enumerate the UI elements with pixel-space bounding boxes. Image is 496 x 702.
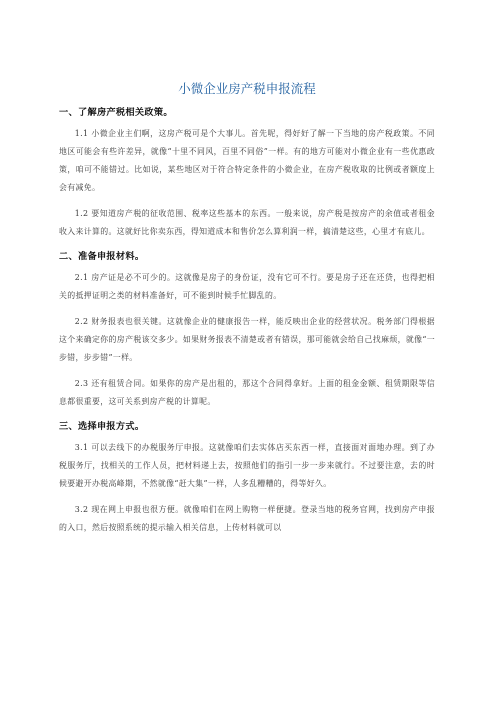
section-heading: 一、了解房产税相关政策。 [59, 107, 173, 118]
section-heading: 三、选择申报方式。 [59, 421, 145, 432]
section-heading: 二、准备申报材料。 [59, 251, 145, 262]
paragraph-1-2: 1.2 要知道房产税的征收范围、税率这些基本的东西。一般来说，房产税是按房产的余值或者租金收入来计算的。这就好比你卖东西，得知道成本和售价怎么算利润一样，搞清楚这些，心里才有底儿。 [59, 209, 435, 236]
paragraph-3-1: 3.1 可以去线下的办税服务厅申报。这就像咱们去实体店买东西一样，直接面对面地办理。到了办税服务厅，找相关的工作人员，把材料递上去，按照他们的指引一步一步来就行。不过要注意，去的时候要避开办税高峰期，不然就像“赶大集”一样，人多乱糟糟的，得等好久。 [59, 443, 435, 488]
section-policy [59, 105, 435, 241]
paragraph-1-1: 1.1 小微企业主们啊，这房产税可是个大事儿。首先呢，得好好了解一下当地的房产税政策。不同地区可能会有些许差异，就像“十里不同风，百里不同俗”一样。有的地方可能对小微企业有一些优惠政策，咱可不能错过。比如说，某些地区对于符合特定条件的小微企业，在房产税收取的比例或者额度上会有减免。 [59, 129, 435, 192]
paragraph-3-2: 3.2 现在网上申报也很方便。就像咱们在网上购物一样便捷。登录当地的税务官网，找到房产申报的入口，然后按照系统的提示输入相关信息，上传材料就可以 [59, 505, 435, 532]
paragraph-2-1: 2.1 房产证是必不可少的。这就像是房子的身份证，没有它可不行。要是房子还在还贷，也得把相关的抵押证明之类的材料准备好，可不能到时候手忙脚乱的。 [59, 273, 435, 300]
section-materials [59, 249, 435, 411]
document-title: 小微企业房产税申报流程 [178, 81, 316, 96]
paragraph-2-2: 2.2 财务报表也很关键。这就像企业的健康报告一样，能反映出企业的经营状况。税务部门得根据这个来确定你的房产税该交多少。如果财务报表不清楚或者有错误，那可能就会给自己找麻烦，就像“一步错，步步错”一样。 [59, 317, 435, 362]
paragraph-2-3: 2.3 还有租赁合同。如果你的房产是出租的，那这个合同得拿好。上面的租金金额、租赁期限等信息都很重要，这可关系到房产税的计算呢。 [59, 379, 435, 406]
section-filing-method [59, 419, 435, 537]
document-body [59, 80, 435, 545]
